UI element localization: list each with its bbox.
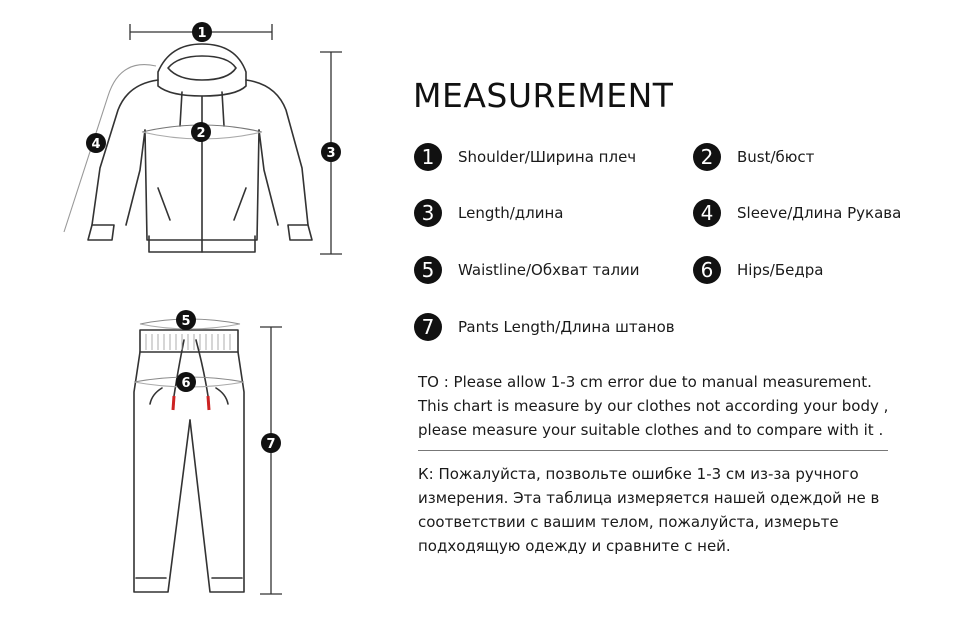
- note-line: соответствии с вашим телом, пожалуйста, измерьте: [418, 513, 839, 531]
- page-title: MEASUREMENT: [413, 76, 674, 115]
- hoodie-drawing: [88, 44, 312, 252]
- legend-label: Hips/Бедра: [737, 261, 824, 279]
- legend-item-hips: [693, 256, 823, 284]
- legend-item-waistline: [414, 256, 640, 284]
- svg-text:7: 7: [266, 437, 276, 452]
- note-english: [418, 370, 888, 442]
- legend-label: Pants Length/Длина штанов: [458, 318, 675, 336]
- legend-label: Waistline/Обхват талии: [458, 261, 640, 279]
- pants-drawing: [134, 330, 244, 592]
- legend-item-shoulder: [414, 143, 636, 171]
- legend-label: Shoulder/Ширина плеч: [458, 148, 637, 166]
- marker-6: [176, 372, 196, 392]
- legend-number-badge: 2: [693, 143, 721, 171]
- divider: [418, 450, 888, 451]
- legend-number-badge: 6: [693, 256, 721, 284]
- note-line: TO : Please allow 1-3 cm error due to manual measurement.: [418, 373, 872, 391]
- marker-3: [321, 142, 341, 162]
- marker-1: [192, 22, 212, 42]
- svg-text:6: 6: [181, 376, 191, 391]
- legend-number-badge: 5: [414, 256, 442, 284]
- svg-text:1: 1: [197, 26, 207, 41]
- note-line: This chart is measure by our clothes not according your body ,: [418, 397, 889, 415]
- legend-item-sleeve: [693, 199, 901, 227]
- legend-label: Bust/бюст: [737, 148, 815, 166]
- legend-number-badge: 4: [693, 199, 721, 227]
- garment-diagram: [0, 0, 400, 634]
- svg-text:5: 5: [181, 314, 191, 329]
- marker-4: [86, 133, 106, 153]
- legend-item-pants-length: [414, 313, 675, 341]
- marker-7: [261, 433, 281, 453]
- legend-item-length: [414, 199, 564, 227]
- legend-number-badge: 7: [414, 313, 442, 341]
- note-line: измерения. Эта таблица измеряется нашей одеждой не в: [418, 489, 880, 507]
- legend-number-badge: 1: [414, 143, 442, 171]
- marker-5: [176, 310, 196, 330]
- legend-label: Sleeve/Длина Рукава: [737, 204, 902, 222]
- legend-label: Length/длина: [458, 204, 564, 222]
- note-line: please measure your suitable clothes and to compare with it .: [418, 421, 884, 439]
- legend-number-badge: 3: [414, 199, 442, 227]
- marker-2: [191, 122, 211, 142]
- note-russian: [418, 462, 879, 558]
- legend-item-bust: [693, 143, 814, 171]
- svg-text:2: 2: [196, 126, 206, 141]
- note-line: подходящую одежду и сравните с ней.: [418, 537, 731, 555]
- svg-text:3: 3: [326, 146, 336, 161]
- note-line: К: Пожалуйста, позвольте ошибке 1-3 см из-за ручного: [418, 465, 859, 483]
- svg-text:4: 4: [91, 137, 101, 152]
